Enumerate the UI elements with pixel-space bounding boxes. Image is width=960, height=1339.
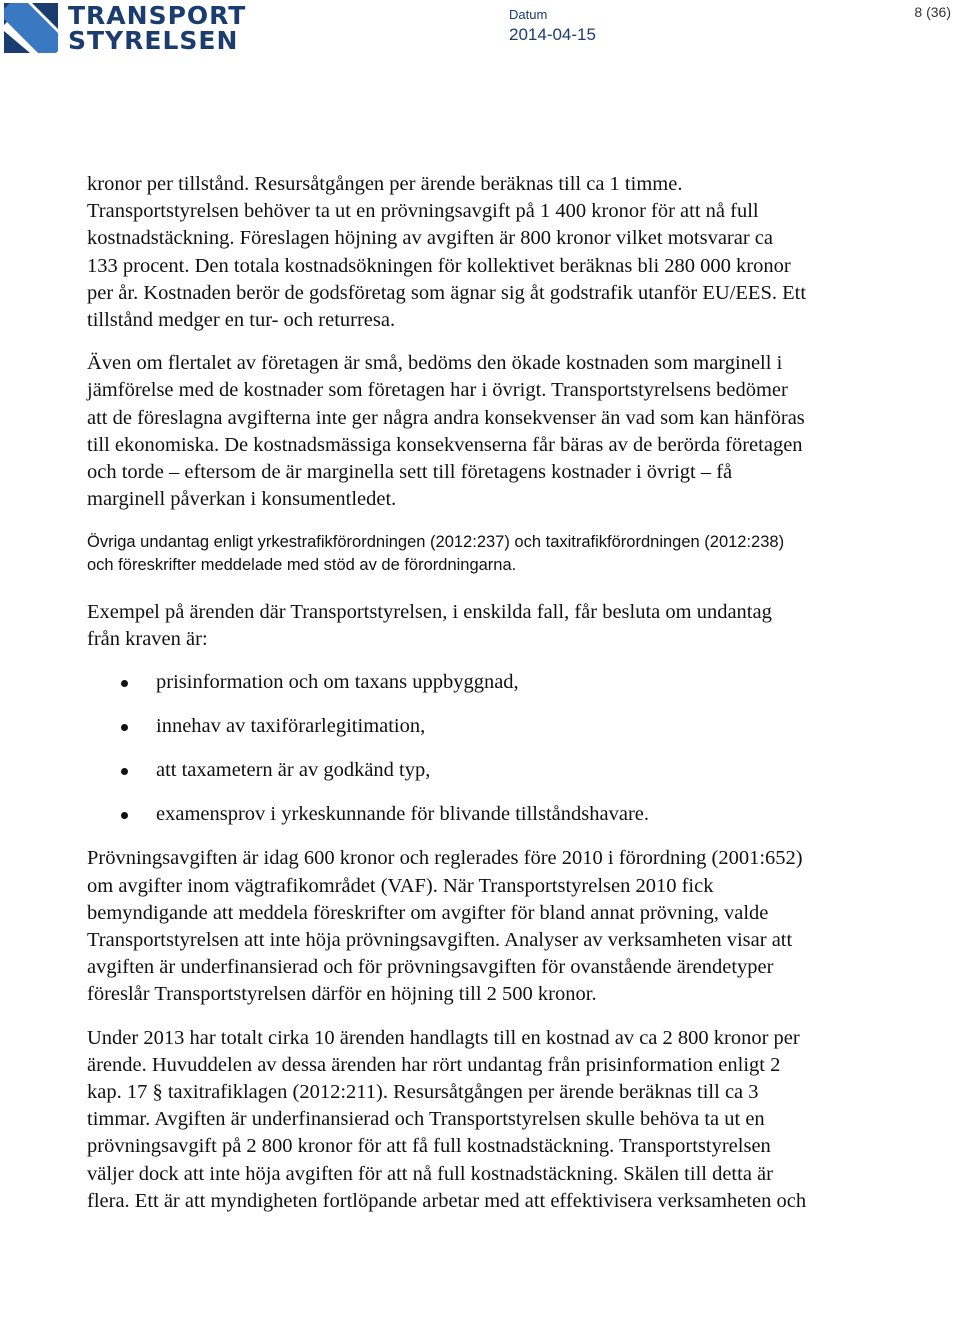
page-number: 8 (36): [914, 4, 951, 20]
bullet-list: [87, 669, 807, 828]
logo-wordmark: [68, 3, 246, 53]
list-item-text: innehav av taxiförarlegitimation,: [156, 715, 426, 738]
paragraph: Även om flertalet av företagen är små, bedöms den ökade kostnaden som marginell i jämförelse med de kostnader som företagen har i övrigt. Transportstyrelsens bedömer att de föreslagna avgifterna inte ger några andra konsekvenser än vad som kan hänföras till ekonomiska. De kostnadsmässiga konsekvenserna får bäras av de berörda företagen och torde – eftersom de är marginella sett till företagens kostnader i övrigt – få marginell påverkan i konsumentledet.: [87, 352, 805, 511]
date-value: 2014-04-15: [509, 25, 596, 44]
paragraph: kronor per tillstånd. Resursåtgången per ärende beräknas till ca 1 timme. Transportstyrelsen behöver ta ut en prövningsavgift på 1 400 kronor för att nå full kostnadstäckning. Föreslagen höjning av avgiften är 800 kronor vilket motsvarar ca 133 procent. Den totala kostnadsökningen för kollektivet beräknas bli 280 000 kronor per år. Kostnaden berör de godsföretag som ägnar sig åt godstrafik utanför EU/EES. Ett tillstånd medger en tur- och returresa.: [87, 173, 807, 332]
bullet-icon: [121, 680, 128, 687]
bullet-icon: [121, 812, 128, 819]
logo-mark-icon: [4, 3, 58, 53]
logo-line-2: STYRELSEN: [68, 26, 239, 55]
paragraph: Exempel på ärenden där Transportstyrelsen, i enskilda fall, får besluta om undantag från kraven är:: [87, 601, 772, 651]
list-item-text: examensprov i yrkeskunnande för blivande tillståndshavare.: [156, 803, 649, 826]
transportstyrelsen-logo: [4, 1, 247, 55]
logo-line-1: TRANSPORT: [68, 1, 247, 30]
paragraph: Prövningsavgiften är idag 600 kronor och reglerades före 2010 i förordning (2001:652) om avgifter inom vägtrafikområdet (VAF). När Transportstyrelsen 2010 fick bemyndigande att meddela föreskrifter om avgifter för bland annat prövning, valde Transportstyrelsen att inte höja prövningsavgiften. Analyser av verksamheten visar att avgiften är underfinansierad och för prövningsavgiften för ovanstående ärendetyper föreslår Transportstyrelsen därför en höjning till 2 500 kronor.: [87, 847, 803, 1006]
list-item: [87, 669, 807, 696]
document-body: [87, 171, 807, 1215]
list-item: [87, 801, 807, 828]
bullet-icon: [121, 768, 128, 775]
page-header: [0, 0, 960, 70]
paragraph: Under 2013 har totalt cirka 10 ärenden handlagts till en kostnad av ca 2 800 kronor per ärende. Huvuddelen av dessa ärenden har rört undantag från prisinformation enligt 2 kap. 17 § taxitrafiklagen (2012:211). Resursåtgången per ärende beräknas till ca 3 timmar. Avgiften är underfinansierad och Transportstyrelsen skulle behöva ta ut en prövningsavgift på 2 800 kronor för att få full kostnadstäckning. Transportstyrelsen väljer dock att inte höja avgiften för att nå full kostnadstäckning. Skälen till detta är flera. Ett är att myndigheten fortlöpande arbetar med att effektivisera verksamheten och: [87, 1026, 807, 1212]
list-item-text: prisinformation och om taxans uppbyggnad,: [156, 671, 519, 694]
list-item: [87, 713, 807, 740]
list-item: [87, 757, 807, 784]
bullet-icon: [121, 724, 128, 731]
section-subheading: Övriga undantag enligt yrkestrafikförordningen (2012:237) och taxitrafikförordningen (2012:238) och föreskrifter meddelade med stöd av de förordningarna.: [87, 533, 785, 575]
date-label: Datum: [509, 7, 548, 22]
list-item-text: att taxametern är av godkänd typ,: [156, 759, 431, 782]
